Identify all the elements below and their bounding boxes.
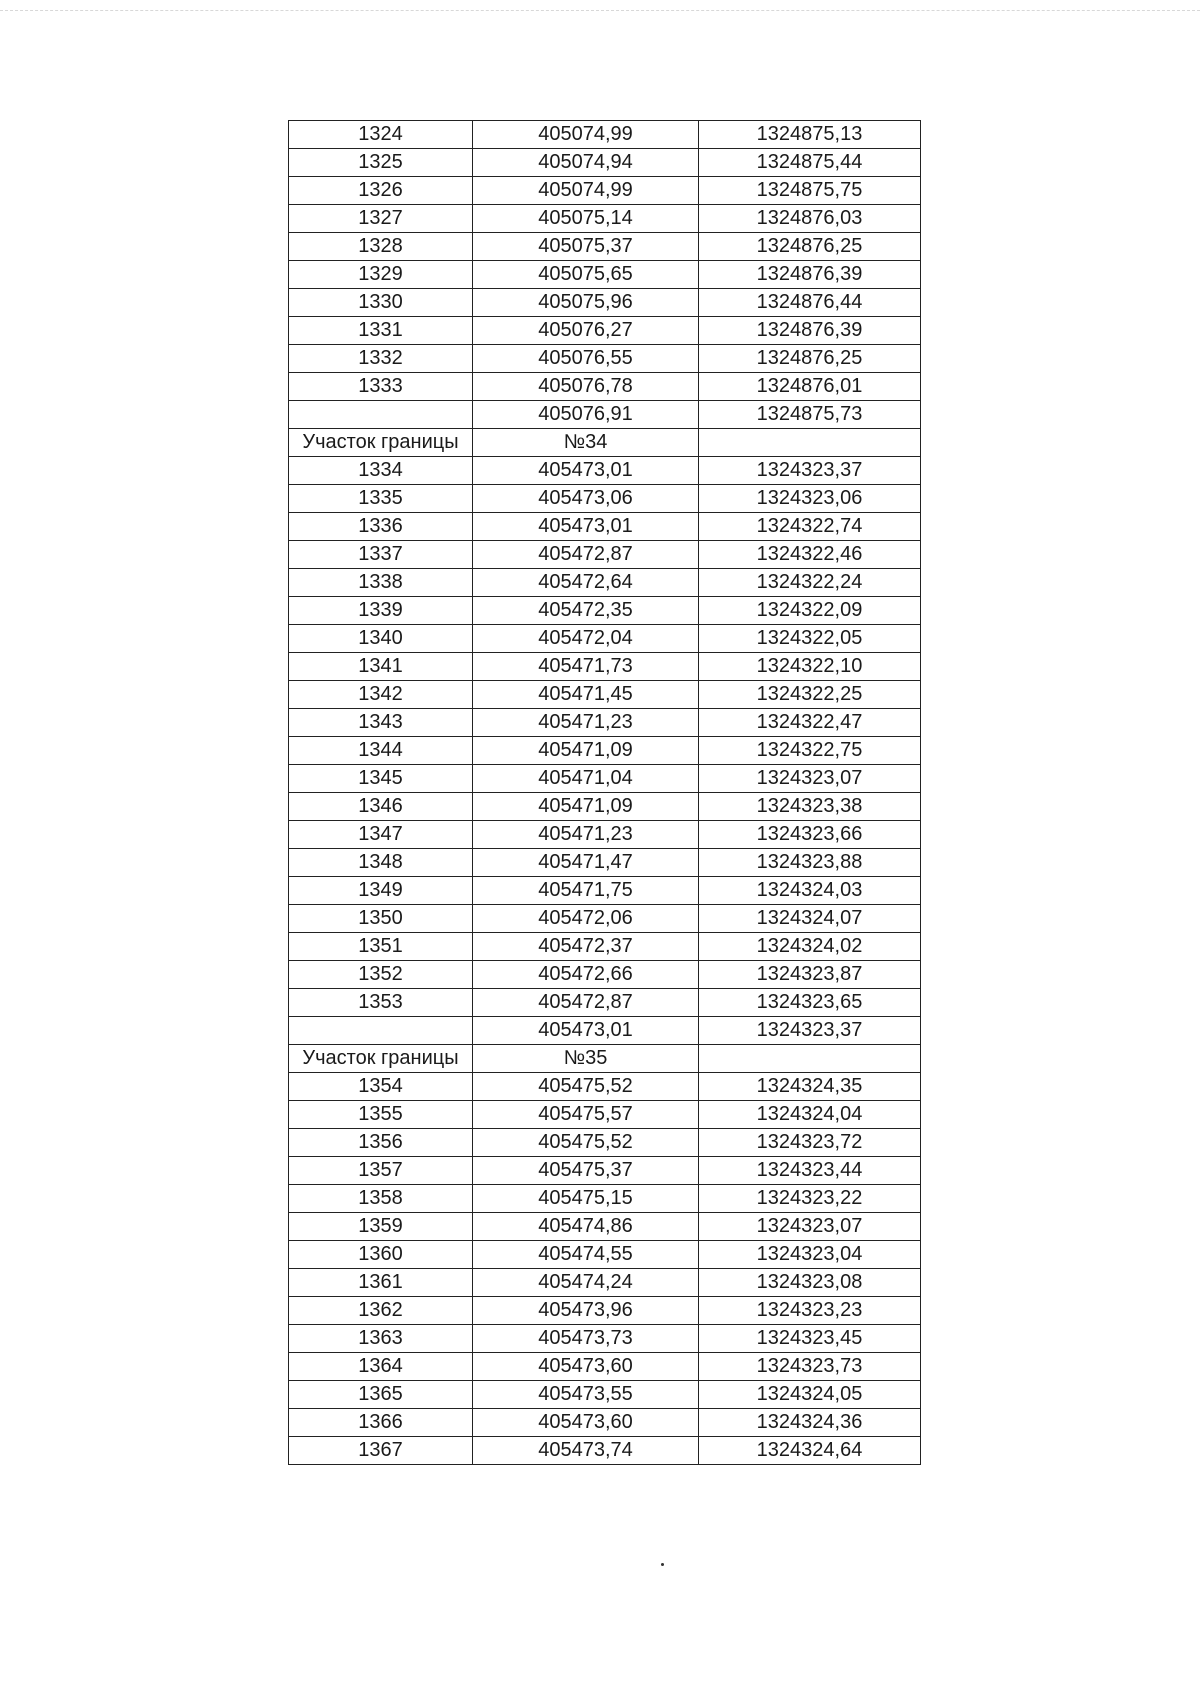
- point-number-cell: 1346: [289, 793, 473, 821]
- point-number-cell: 1351: [289, 933, 473, 961]
- point-number-cell: Участок границы: [289, 429, 473, 457]
- point-number-cell: 1356: [289, 1129, 473, 1157]
- point-number-cell: 1333: [289, 373, 473, 401]
- y-coordinate-cell: 1324322,46: [699, 541, 921, 569]
- y-coordinate-cell: 1324324,02: [699, 933, 921, 961]
- y-coordinate-cell: 1324323,07: [699, 765, 921, 793]
- point-number-cell: 1350: [289, 905, 473, 933]
- table-row: [289, 1017, 921, 1045]
- x-coordinate-cell: 405471,23: [473, 821, 699, 849]
- x-coordinate-cell: 405475,52: [473, 1129, 699, 1157]
- x-coordinate-cell: 405473,74: [473, 1437, 699, 1465]
- table-row: [289, 933, 921, 961]
- table-row: [289, 849, 921, 877]
- table-row: [289, 429, 921, 457]
- y-coordinate-cell: 1324876,39: [699, 317, 921, 345]
- y-coordinate-cell: 1324322,47: [699, 709, 921, 737]
- y-coordinate-cell: 1324323,07: [699, 1213, 921, 1241]
- x-coordinate-cell: 405074,99: [473, 177, 699, 205]
- point-number-cell: 1357: [289, 1157, 473, 1185]
- point-number-cell: 1352: [289, 961, 473, 989]
- table-row: [289, 765, 921, 793]
- table-row: [289, 1437, 921, 1465]
- point-number-cell: 1366: [289, 1409, 473, 1437]
- point-number-cell: 1349: [289, 877, 473, 905]
- table-row: [289, 1409, 921, 1437]
- table-row: [289, 821, 921, 849]
- point-number-cell: 1348: [289, 849, 473, 877]
- y-coordinate-cell: 1324323,22: [699, 1185, 921, 1213]
- y-coordinate-cell: 1324323,66: [699, 821, 921, 849]
- table-row: [289, 597, 921, 625]
- y-coordinate-cell: 1324324,36: [699, 1409, 921, 1437]
- table-row: [289, 653, 921, 681]
- point-number-cell: 1334: [289, 457, 473, 485]
- coordinates-table: [288, 120, 921, 1465]
- table-row: [289, 1381, 921, 1409]
- x-coordinate-cell: 405473,06: [473, 485, 699, 513]
- y-coordinate-cell: 1324876,39: [699, 261, 921, 289]
- x-coordinate-cell: 405472,37: [473, 933, 699, 961]
- table-row: [289, 373, 921, 401]
- table-row: [289, 1241, 921, 1269]
- x-coordinate-cell: 405471,45: [473, 681, 699, 709]
- y-coordinate-cell: 1324323,06: [699, 485, 921, 513]
- point-number-cell: 1358: [289, 1185, 473, 1213]
- table-row: [289, 261, 921, 289]
- x-coordinate-cell: 405472,04: [473, 625, 699, 653]
- point-number-cell: 1360: [289, 1241, 473, 1269]
- y-coordinate-cell: 1324323,87: [699, 961, 921, 989]
- table-row: [289, 905, 921, 933]
- x-coordinate-cell: 405075,96: [473, 289, 699, 317]
- x-coordinate-cell: 405471,23: [473, 709, 699, 737]
- table-row: [289, 457, 921, 485]
- x-coordinate-cell: 405074,94: [473, 149, 699, 177]
- point-number-cell: 1365: [289, 1381, 473, 1409]
- y-coordinate-cell: 1324323,04: [699, 1241, 921, 1269]
- table-row: [289, 1157, 921, 1185]
- y-coordinate-cell: 1324323,88: [699, 849, 921, 877]
- table-row: [289, 205, 921, 233]
- table-row: [289, 541, 921, 569]
- x-coordinate-cell: №35: [473, 1045, 699, 1073]
- y-coordinate-cell: 1324322,75: [699, 737, 921, 765]
- point-number-cell: 1353: [289, 989, 473, 1017]
- x-coordinate-cell: 405075,37: [473, 233, 699, 261]
- table-row: [289, 681, 921, 709]
- table-row: [289, 1213, 921, 1241]
- point-number-cell: 1342: [289, 681, 473, 709]
- point-number-cell: 1331: [289, 317, 473, 345]
- y-coordinate-cell: [699, 1045, 921, 1073]
- point-number-cell: 1328: [289, 233, 473, 261]
- table-row: [289, 709, 921, 737]
- x-coordinate-cell: 405473,01: [473, 1017, 699, 1045]
- y-coordinate-cell: 1324323,37: [699, 457, 921, 485]
- x-coordinate-cell: 405075,65: [473, 261, 699, 289]
- x-coordinate-cell: 405474,24: [473, 1269, 699, 1297]
- x-coordinate-cell: 405473,01: [473, 513, 699, 541]
- point-number-cell: 1340: [289, 625, 473, 653]
- point-number-cell: 1335: [289, 485, 473, 513]
- x-coordinate-cell: 405472,64: [473, 569, 699, 597]
- table-row: [289, 877, 921, 905]
- point-number-cell: 1364: [289, 1353, 473, 1381]
- point-number-cell: 1326: [289, 177, 473, 205]
- y-coordinate-cell: 1324875,75: [699, 177, 921, 205]
- y-coordinate-cell: 1324324,07: [699, 905, 921, 933]
- point-number-cell: 1361: [289, 1269, 473, 1297]
- point-number-cell: 1332: [289, 345, 473, 373]
- y-coordinate-cell: 1324876,25: [699, 345, 921, 373]
- table-row: [289, 289, 921, 317]
- point-number-cell: 1338: [289, 569, 473, 597]
- y-coordinate-cell: 1324323,23: [699, 1297, 921, 1325]
- y-coordinate-cell: 1324876,03: [699, 205, 921, 233]
- x-coordinate-cell: 405474,55: [473, 1241, 699, 1269]
- x-coordinate-cell: 405475,52: [473, 1073, 699, 1101]
- x-coordinate-cell: 405471,73: [473, 653, 699, 681]
- point-number-cell: 1359: [289, 1213, 473, 1241]
- table-row: [289, 1101, 921, 1129]
- scan-top-edge: [0, 10, 1200, 11]
- x-coordinate-cell: 405473,01: [473, 457, 699, 485]
- x-coordinate-cell: 405472,06: [473, 905, 699, 933]
- x-coordinate-cell: 405475,57: [473, 1101, 699, 1129]
- point-number-cell: 1367: [289, 1437, 473, 1465]
- point-number-cell: 1343: [289, 709, 473, 737]
- point-number-cell: 1337: [289, 541, 473, 569]
- y-coordinate-cell: 1324322,09: [699, 597, 921, 625]
- y-coordinate-cell: 1324876,25: [699, 233, 921, 261]
- table-row: [289, 1073, 921, 1101]
- coordinates-table-body: [289, 121, 921, 1465]
- table-row: [289, 345, 921, 373]
- y-coordinate-cell: 1324875,44: [699, 149, 921, 177]
- table-row: [289, 1129, 921, 1157]
- point-number-cell: [289, 401, 473, 429]
- x-coordinate-cell: 405473,55: [473, 1381, 699, 1409]
- x-coordinate-cell: 405472,66: [473, 961, 699, 989]
- table-row: [289, 569, 921, 597]
- point-number-cell: 1355: [289, 1101, 473, 1129]
- y-coordinate-cell: 1324324,35: [699, 1073, 921, 1101]
- y-coordinate-cell: 1324323,08: [699, 1269, 921, 1297]
- x-coordinate-cell: 405076,27: [473, 317, 699, 345]
- x-coordinate-cell: 405076,78: [473, 373, 699, 401]
- x-coordinate-cell: №34: [473, 429, 699, 457]
- table-row: [289, 149, 921, 177]
- point-number-cell: 1330: [289, 289, 473, 317]
- x-coordinate-cell: 405076,91: [473, 401, 699, 429]
- y-coordinate-cell: 1324875,73: [699, 401, 921, 429]
- point-number-cell: 1325: [289, 149, 473, 177]
- y-coordinate-cell: 1324324,05: [699, 1381, 921, 1409]
- point-number-cell: Участок границы: [289, 1045, 473, 1073]
- point-number-cell: 1336: [289, 513, 473, 541]
- table-row: [289, 513, 921, 541]
- y-coordinate-cell: 1324322,10: [699, 653, 921, 681]
- y-coordinate-cell: 1324324,64: [699, 1437, 921, 1465]
- y-coordinate-cell: 1324323,44: [699, 1157, 921, 1185]
- x-coordinate-cell: 405472,87: [473, 989, 699, 1017]
- y-coordinate-cell: 1324324,03: [699, 877, 921, 905]
- x-coordinate-cell: 405473,60: [473, 1409, 699, 1437]
- point-number-cell: 1329: [289, 261, 473, 289]
- x-coordinate-cell: 405474,86: [473, 1213, 699, 1241]
- x-coordinate-cell: 405475,37: [473, 1157, 699, 1185]
- x-coordinate-cell: 405471,75: [473, 877, 699, 905]
- y-coordinate-cell: 1324323,73: [699, 1353, 921, 1381]
- table-row: [289, 121, 921, 149]
- point-number-cell: 1363: [289, 1325, 473, 1353]
- point-number-cell: 1341: [289, 653, 473, 681]
- x-coordinate-cell: 405473,60: [473, 1353, 699, 1381]
- table-row: [289, 737, 921, 765]
- point-number-cell: 1327: [289, 205, 473, 233]
- x-coordinate-cell: 405475,15: [473, 1185, 699, 1213]
- table-row: [289, 1269, 921, 1297]
- x-coordinate-cell: 405471,47: [473, 849, 699, 877]
- table-row: [289, 1353, 921, 1381]
- table-row: [289, 401, 921, 429]
- table-row: [289, 1185, 921, 1213]
- point-number-cell: 1347: [289, 821, 473, 849]
- table-row: [289, 1045, 921, 1073]
- y-coordinate-cell: 1324323,37: [699, 1017, 921, 1045]
- y-coordinate-cell: 1324323,65: [699, 989, 921, 1017]
- point-number-cell: 1339: [289, 597, 473, 625]
- y-coordinate-cell: 1324322,25: [699, 681, 921, 709]
- y-coordinate-cell: 1324322,24: [699, 569, 921, 597]
- x-coordinate-cell: 405472,35: [473, 597, 699, 625]
- y-coordinate-cell: 1324876,01: [699, 373, 921, 401]
- x-coordinate-cell: 405473,96: [473, 1297, 699, 1325]
- y-coordinate-cell: 1324322,74: [699, 513, 921, 541]
- table-row: [289, 961, 921, 989]
- point-number-cell: 1344: [289, 737, 473, 765]
- x-coordinate-cell: 405473,73: [473, 1325, 699, 1353]
- table-row: [289, 793, 921, 821]
- x-coordinate-cell: 405074,99: [473, 121, 699, 149]
- point-number-cell: 1354: [289, 1073, 473, 1101]
- y-coordinate-cell: 1324323,38: [699, 793, 921, 821]
- x-coordinate-cell: 405471,09: [473, 793, 699, 821]
- x-coordinate-cell: 405076,55: [473, 345, 699, 373]
- x-coordinate-cell: 405472,87: [473, 541, 699, 569]
- table-row: [289, 485, 921, 513]
- point-number-cell: 1324: [289, 121, 473, 149]
- table-row: [289, 317, 921, 345]
- point-number-cell: [289, 1017, 473, 1045]
- x-coordinate-cell: 405075,14: [473, 205, 699, 233]
- y-coordinate-cell: 1324323,45: [699, 1325, 921, 1353]
- table-row: [289, 989, 921, 1017]
- point-number-cell: 1362: [289, 1297, 473, 1325]
- table-row: [289, 1325, 921, 1353]
- point-number-cell: 1345: [289, 765, 473, 793]
- y-coordinate-cell: 1324323,72: [699, 1129, 921, 1157]
- y-coordinate-cell: 1324875,13: [699, 121, 921, 149]
- table-row: [289, 233, 921, 261]
- table-row: [289, 1297, 921, 1325]
- x-coordinate-cell: 405471,09: [473, 737, 699, 765]
- y-coordinate-cell: [699, 429, 921, 457]
- table-row: [289, 177, 921, 205]
- y-coordinate-cell: 1324876,44: [699, 289, 921, 317]
- scan-speck: [661, 1563, 664, 1566]
- table-row: [289, 625, 921, 653]
- y-coordinate-cell: 1324322,05: [699, 625, 921, 653]
- x-coordinate-cell: 405471,04: [473, 765, 699, 793]
- y-coordinate-cell: 1324324,04: [699, 1101, 921, 1129]
